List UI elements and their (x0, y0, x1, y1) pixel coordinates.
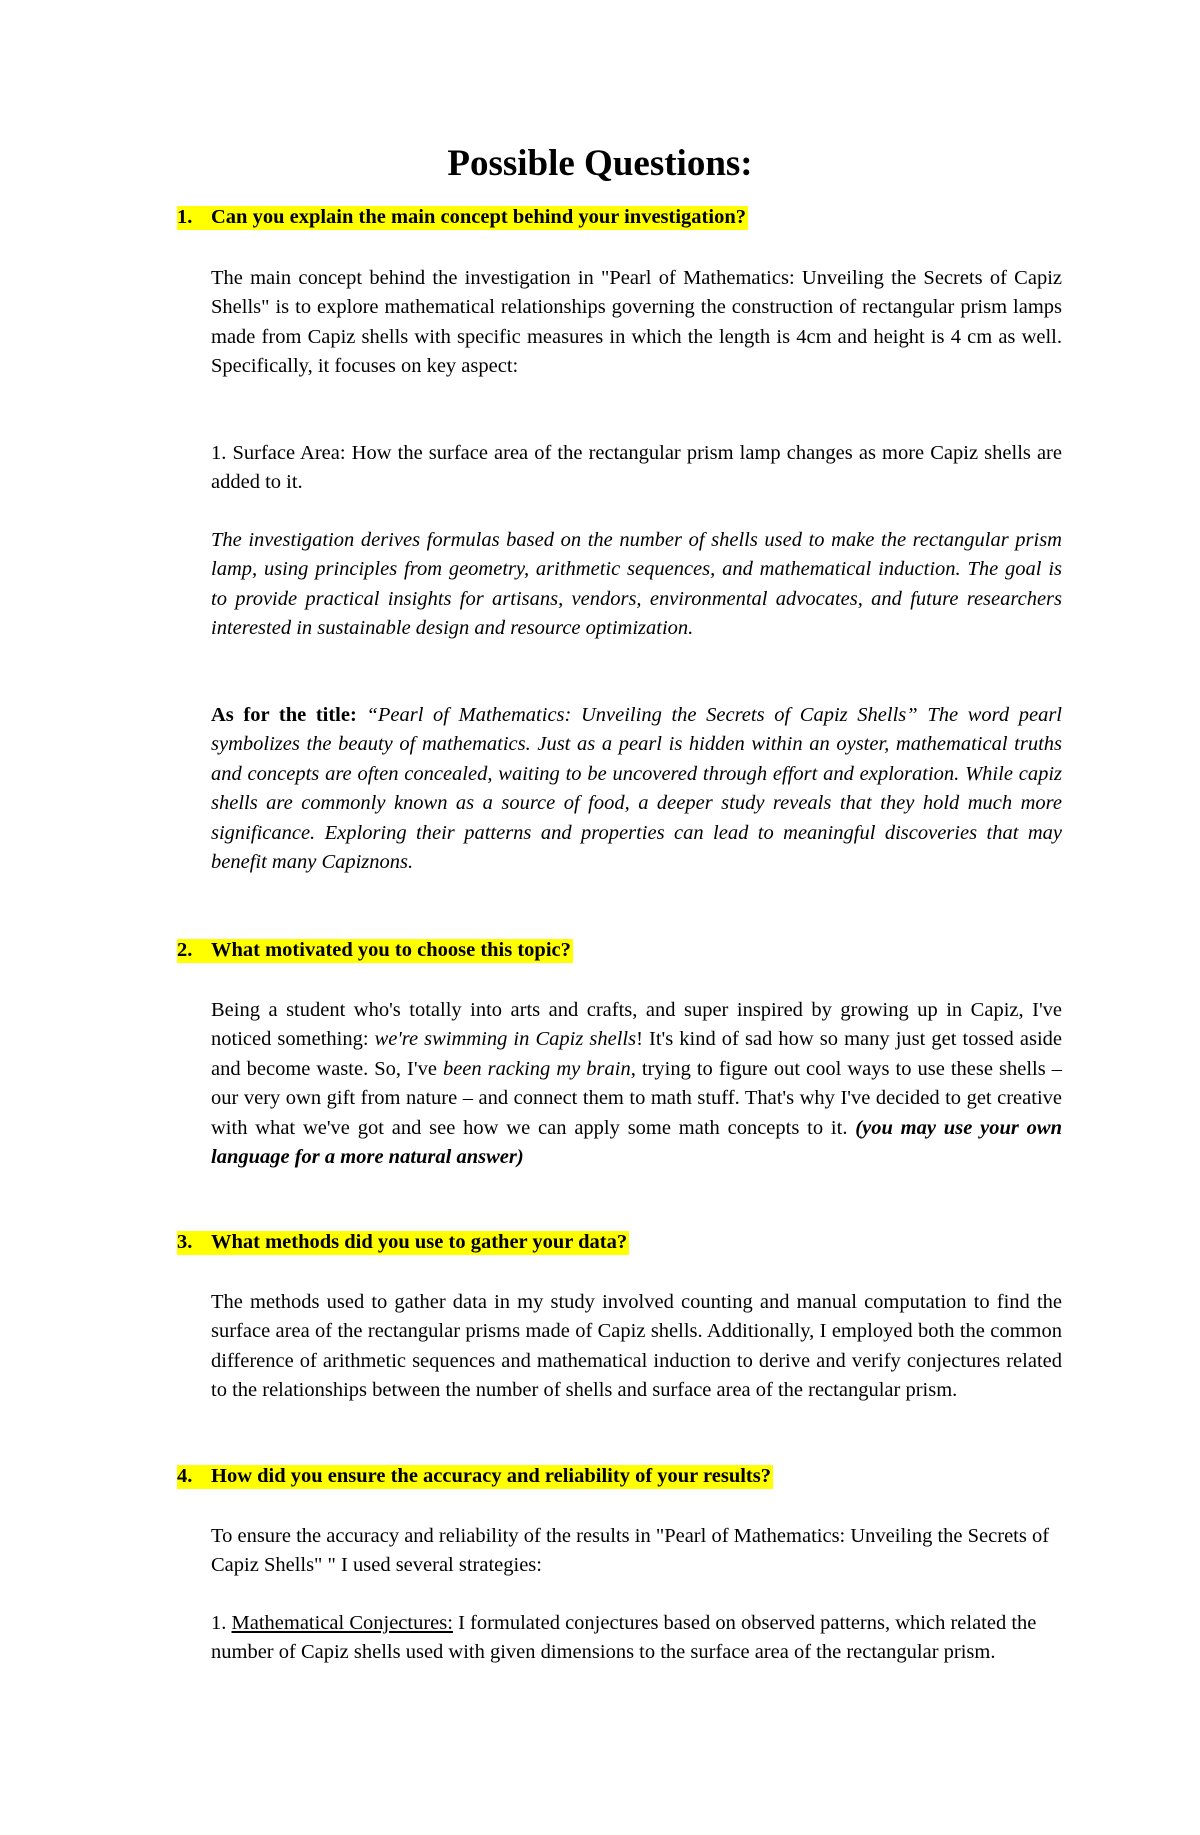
question-2-highlight (177, 939, 573, 963)
question-3-highlight (177, 1231, 629, 1255)
question-2-heading (177, 937, 1077, 963)
question-3-text: What methods did you use to gather your data? (211, 1231, 628, 1253)
answer-2-paragraph (211, 996, 1062, 1172)
title-quote: “Pearl of Mathematics: Unveiling the Secrets of Capiz Shells” (366, 704, 918, 726)
answer-1-paragraph-2: 1. Surface Area: How the surface area of the rectangular prism lamp changes as more Capiz shells are added to it. (211, 442, 1062, 494)
answer-1-paragraph-1: The main concept behind the investigation in "Pearl of Mathematics: Unveiling the Secrets of Capiz Shells" is to explore mathematical relationships governing the construction of rectangular prism lamps made from Capiz shells with specific measures in which the length is 4cm and height is 4 cm as well. Specifically, it focuses on key aspect: (211, 267, 1062, 378)
answer-4-item-label: Mathematical Conjectures: (231, 1612, 453, 1634)
answer-2-part-2: ! It's kind of sad how so many just get tossed aside and become waste. So, I've (211, 1028, 1062, 1080)
question-1-text: Can you explain the main concept behind your investigation? (211, 206, 746, 228)
page-title: Possible Questions: (447, 143, 753, 184)
answer-2-italic-1: we're swimming in Capiz shells (374, 1028, 637, 1051)
answer-4-paragraph-2 (211, 1609, 1062, 1668)
question-1-heading (177, 204, 1077, 230)
title-label: As for the title: (211, 704, 357, 726)
question-3-number: 3. (177, 1231, 193, 1253)
answer-3-paragraph: The methods used to gather data in my study involved counting and manual computation to find the surface area of the rectangular prisms made of Capiz shells. Additionally, I employed both the common difference of arithmetic sequences and mathematical induction to derive and verify conjectures related to the relationships between the number of shells and surface area of the rectangular prism. (211, 1291, 1062, 1402)
question-4-number: 4. (177, 1465, 193, 1487)
question-3-heading (177, 1229, 1077, 1255)
answer-2-part-1: Being a student who's totally into arts and crafts, and super inspired by growing up in Capiz, I've noticed something: (211, 999, 1062, 1051)
answer-4-item-number: 1. (211, 1612, 232, 1634)
answer-2-note: (you may use your own language for a more natural answer) (211, 1116, 1062, 1169)
question-4-text: How did you ensure the accuracy and reliability of your results? (211, 1465, 771, 1487)
answer-1-paragraph-3: The investigation derives formulas based on the number of shells used to make the rectangular prism lamp, using principles from geometry, arithmetic sequences, and mathematical induction. The goal is to provide practical insights for artisans, vendors, environmental advocates, and future researchers interested in sustainable design and resource optimization. (211, 529, 1062, 640)
answer-1-title-explanation (211, 701, 1062, 877)
answer-2-part-3: , trying to figure out cool ways to use these shells – our very own gift from nature – and connect them to math stuff. That's why I've decided to get creative with what we've got and see how we can apply some math concepts to it. (211, 1057, 1062, 1139)
question-4-highlight (177, 1465, 773, 1489)
title-explanation-text: The word pearl symbolizes the beauty of mathematics. Just as a pearl is hidden within an oyster, mathematical truths and concepts are often concealed, waiting to be uncovered through effort and exploration. While capiz shells are commonly known as a source of food, a deeper study reveals that they hold much more significance. Exploring their patterns and properties can lead to meaningful discoveries that may benefit many Capiznons. (211, 704, 1063, 874)
answer-4-paragraph-1: To ensure the accuracy and reliability of the results in "Pearl of Mathematics: Unveiling the Secrets of Capiz Shells" " I used several strategies: (211, 1525, 1050, 1577)
answer-4-item-body: I formulated conjectures based on observed patterns, which related the number of Capiz shells used with given dimensions to the surface area of the rectangular prism. (211, 1612, 1037, 1664)
answer-2-italic-2: been racking my brain (442, 1057, 631, 1080)
question-1-number: 1. (177, 206, 193, 228)
question-1-highlight (177, 206, 748, 230)
question-2-number: 2. (177, 939, 193, 961)
question-4-heading (177, 1463, 1077, 1489)
question-2-text: What motivated you to choose this topic? (211, 939, 571, 961)
